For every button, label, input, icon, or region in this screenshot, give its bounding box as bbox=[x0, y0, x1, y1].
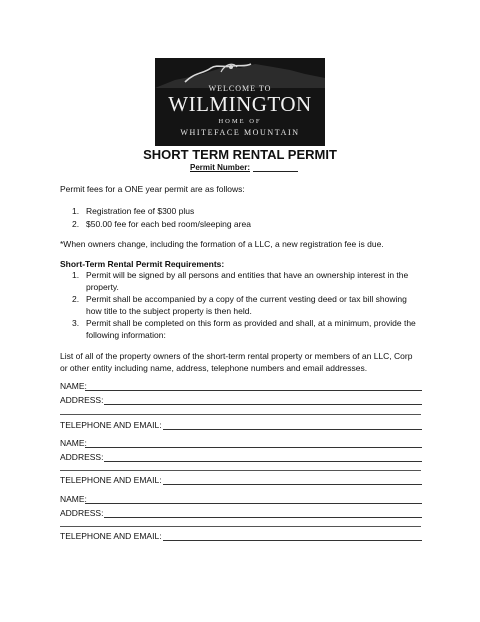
owner-2-address-field[interactable] bbox=[60, 452, 422, 464]
logo-town-name: WILMINGTON bbox=[168, 92, 312, 116]
requirement-text-line1: Permit shall be accompanied by a copy of the current vesting deed or tax bill showing bbox=[86, 294, 407, 304]
phone-email-label: TELEPHONE AND EMAIL: bbox=[60, 475, 162, 485]
address-label: ADDRESS: bbox=[60, 452, 104, 462]
owner-change-note: *When owners change, including the formation of a LLC, a new registration fee is due. bbox=[60, 239, 384, 249]
page-title: SHORT TERM RENTAL PERMIT bbox=[143, 147, 337, 162]
requirement-text-line2: property. bbox=[86, 282, 119, 292]
logo-home-of: HOME OF bbox=[218, 118, 262, 125]
owners-list-intro-line2: or other entity including name, address, telephone numbers and email addresses. bbox=[60, 363, 368, 373]
requirement-number: 3. bbox=[72, 318, 80, 328]
owner-1-address-field[interactable] bbox=[60, 395, 422, 407]
owner-2-name-field[interactable] bbox=[60, 438, 422, 450]
logo-welcome: WELCOME TO bbox=[208, 84, 272, 93]
phone-email-label: TELEPHONE AND EMAIL: bbox=[60, 531, 162, 541]
owners-list-intro-line1: List of all of the property owners of the short-term rental property or members of an LLC, Corp bbox=[60, 351, 413, 361]
address-label: ADDRESS: bbox=[60, 395, 104, 405]
wilmington-logo bbox=[155, 58, 325, 146]
name-label: NAME: bbox=[60, 438, 87, 448]
requirement-text-line1: Permit shall be completed on this form as provided and shall, at a minimum, provide the bbox=[86, 318, 416, 328]
fee-item-number: 2. bbox=[72, 219, 80, 229]
requirements-heading: Short-Term Rental Permit Requirements: bbox=[60, 259, 225, 269]
name-label: NAME: bbox=[60, 381, 87, 391]
name-label: NAME: bbox=[60, 494, 87, 504]
owner-2-address-line-2[interactable] bbox=[60, 470, 421, 471]
address-label: ADDRESS: bbox=[60, 508, 104, 518]
logo-whiteface: WHITEFACE MOUNTAIN bbox=[180, 128, 300, 137]
requirement-text-line2: following information: bbox=[86, 330, 166, 340]
phone-email-label: TELEPHONE AND EMAIL: bbox=[60, 420, 162, 430]
permit-number-field[interactable] bbox=[253, 171, 298, 172]
owner-1-name-field[interactable] bbox=[60, 381, 422, 393]
requirement-number: 1. bbox=[72, 270, 80, 280]
fee-item-number: 1. bbox=[72, 206, 80, 216]
owner-3-name-field[interactable] bbox=[60, 494, 422, 506]
owner-1-address-line-2[interactable] bbox=[60, 414, 421, 415]
requirement-number: 2. bbox=[72, 294, 80, 304]
fees-intro: Permit fees for a ONE year permit are as follows: bbox=[60, 184, 245, 194]
owner-1-phone-email-field[interactable] bbox=[60, 420, 422, 432]
owner-3-address-field[interactable] bbox=[60, 508, 422, 520]
owner-2-phone-email-field[interactable] bbox=[60, 475, 422, 487]
requirement-text-line2: how title to the subject property is then held. bbox=[86, 306, 252, 316]
requirement-text-line1: Permit will be signed by all persons and entities that have an ownership interest in the bbox=[86, 270, 409, 280]
owner-3-phone-email-field[interactable] bbox=[60, 531, 422, 543]
fee-item-text: $50.00 fee for each bed room/sleeping area bbox=[86, 219, 251, 229]
owner-3-address-line-2[interactable] bbox=[60, 526, 421, 527]
permit-number-label: Permit Number: bbox=[190, 163, 251, 172]
fee-item-text: Registration fee of $300 plus bbox=[86, 206, 195, 216]
